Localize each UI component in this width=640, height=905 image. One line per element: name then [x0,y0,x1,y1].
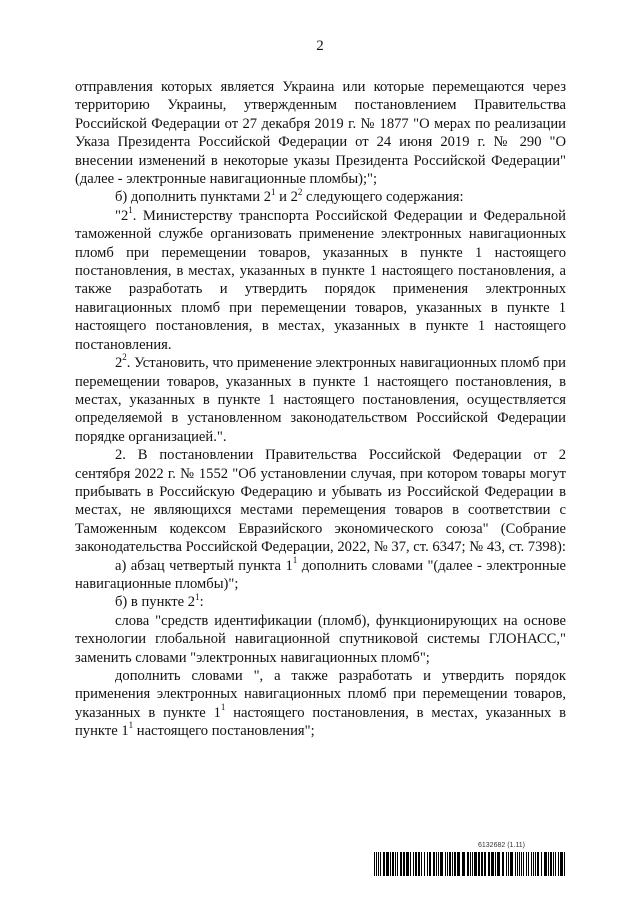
paragraph-item-b: б) в пункте $2^1$: [115,591,204,611]
paragraph-add-words: дополнить словами ", а также разработать и утвердить порядок применения электронных навигационных пломб при перемещении товаров, указанных в пункте $1^1$ настоящего постановления, в местах, указанных в пункте $1^1$ настоящего постановления"; [75,668,566,740]
paragraph-point-2-2: $2^2$. Установить, что применение электронных навигационных пломб при перемещении товаров, указанных в пункте 1 настоящего постановления, в местах, указанных в пункте 1 настоящего постановления, осуществляется определяемой в установленном законодательством Российской Федерации порядке организацией.". [75,352,566,445]
page-number: 2 [316,38,324,54]
paragraph-point-2-1: "$2^1$. Министерству транспорта Российской Федерации и Федеральной таможенной службе организовать применение электронных навигационных пломб при перемещении товаров, указанных в пункте 1 настоящего постановления, в местах, указанных в пункте 1 настоящего постановления, а также разработать и утвердить порядок применения электронных навигационных пломб при перемещении товаров, указанных в пункте 1 настоящего постановления, в местах, указанных в пункте 1 настоящего постановления. [75,204,566,353]
paragraph-replace-words: слова "средств идентификации (пломб), функционирующих на основе технологии глобальной навигационной спутниковой системы ГЛОНАСС," заменить словами "электронных навигационных пломб"; [75,612,566,666]
paragraph-item-b-add-points: б) дополнить пунктами $2^1$ и $2^2$ следующего содержания: [115,186,464,206]
paragraph-section-2: 2. В постановлении Правительства Российской Федерации от 2 сентября 2022 г. № 1552 "Об установлении случая, при котором товары могут прибывать в Российскую Федерацию и убывать из Российской Федерации в местах, не являющихся местами перемещения товаров в соответствии с Таможенным кодексом Евразийского экономического союза" (Собрание законодательства Российской Федерации, 2022, № 37, ст. 6347; № 43, ст. 7398): [75,447,566,556]
document-body [75,78,566,741]
barcode [374,852,566,876]
barcode-label: 6132682 (1.11) [478,842,525,849]
paragraph-continuation: отправления которых является Украина или которые перемещаются через территорию Украины, утвержденным постановлением Правительства Российской Федерации от 27 декабря 2019 г. № 1877 "О мерах по реализации Указа Президента Российской Федерации от 24 июня 2019 г. № 290 "О внесении изменений в некоторые указы Президента Российской Федерации" (далее - электронные навигационные пломбы);"; [75,79,566,188]
paragraph-item-a: а) абзац четвертый пункта $1^1$ дополнить словами "(далее - электронные навигационные пломбы)"; [75,554,566,592]
